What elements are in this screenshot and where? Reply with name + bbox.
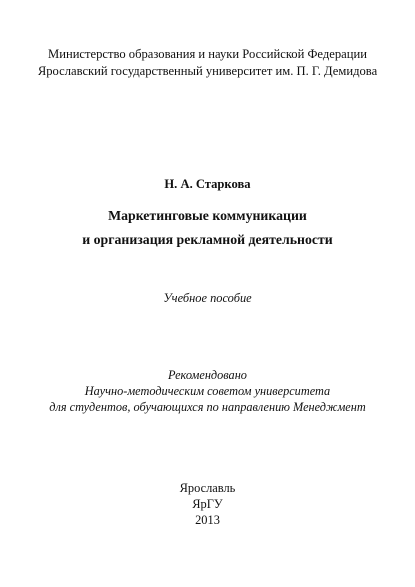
university-name: Ярославский государственный университет им. П. Г. Демидова: [37, 64, 378, 78]
institution-header: [0, 46, 415, 80]
ministry-name: Министерство образования и науки Российской Федерации: [48, 47, 367, 61]
imprint-year: 2013: [195, 513, 220, 527]
recommendation-line-2: Научно-методическим советом университета: [84, 384, 331, 398]
author-name: Н. А. Старкова: [164, 177, 251, 191]
recommendation-line-1: Рекомендовано: [168, 368, 247, 382]
document-type: Учебное пособие: [163, 291, 252, 305]
imprint: [0, 480, 415, 528]
imprint-publisher: ЯрГУ: [192, 497, 223, 511]
book-title-line-2: и организация рекламной деятельности: [82, 232, 333, 247]
recommendation-line-3: для студентов, обучающихся по направлению Менеджмент: [49, 400, 366, 414]
book-title: [0, 204, 415, 252]
recommendation-note: [0, 367, 415, 415]
book-title-line-1: Маркетинговые коммуникации: [108, 208, 307, 223]
imprint-city: Ярославль: [179, 481, 236, 495]
